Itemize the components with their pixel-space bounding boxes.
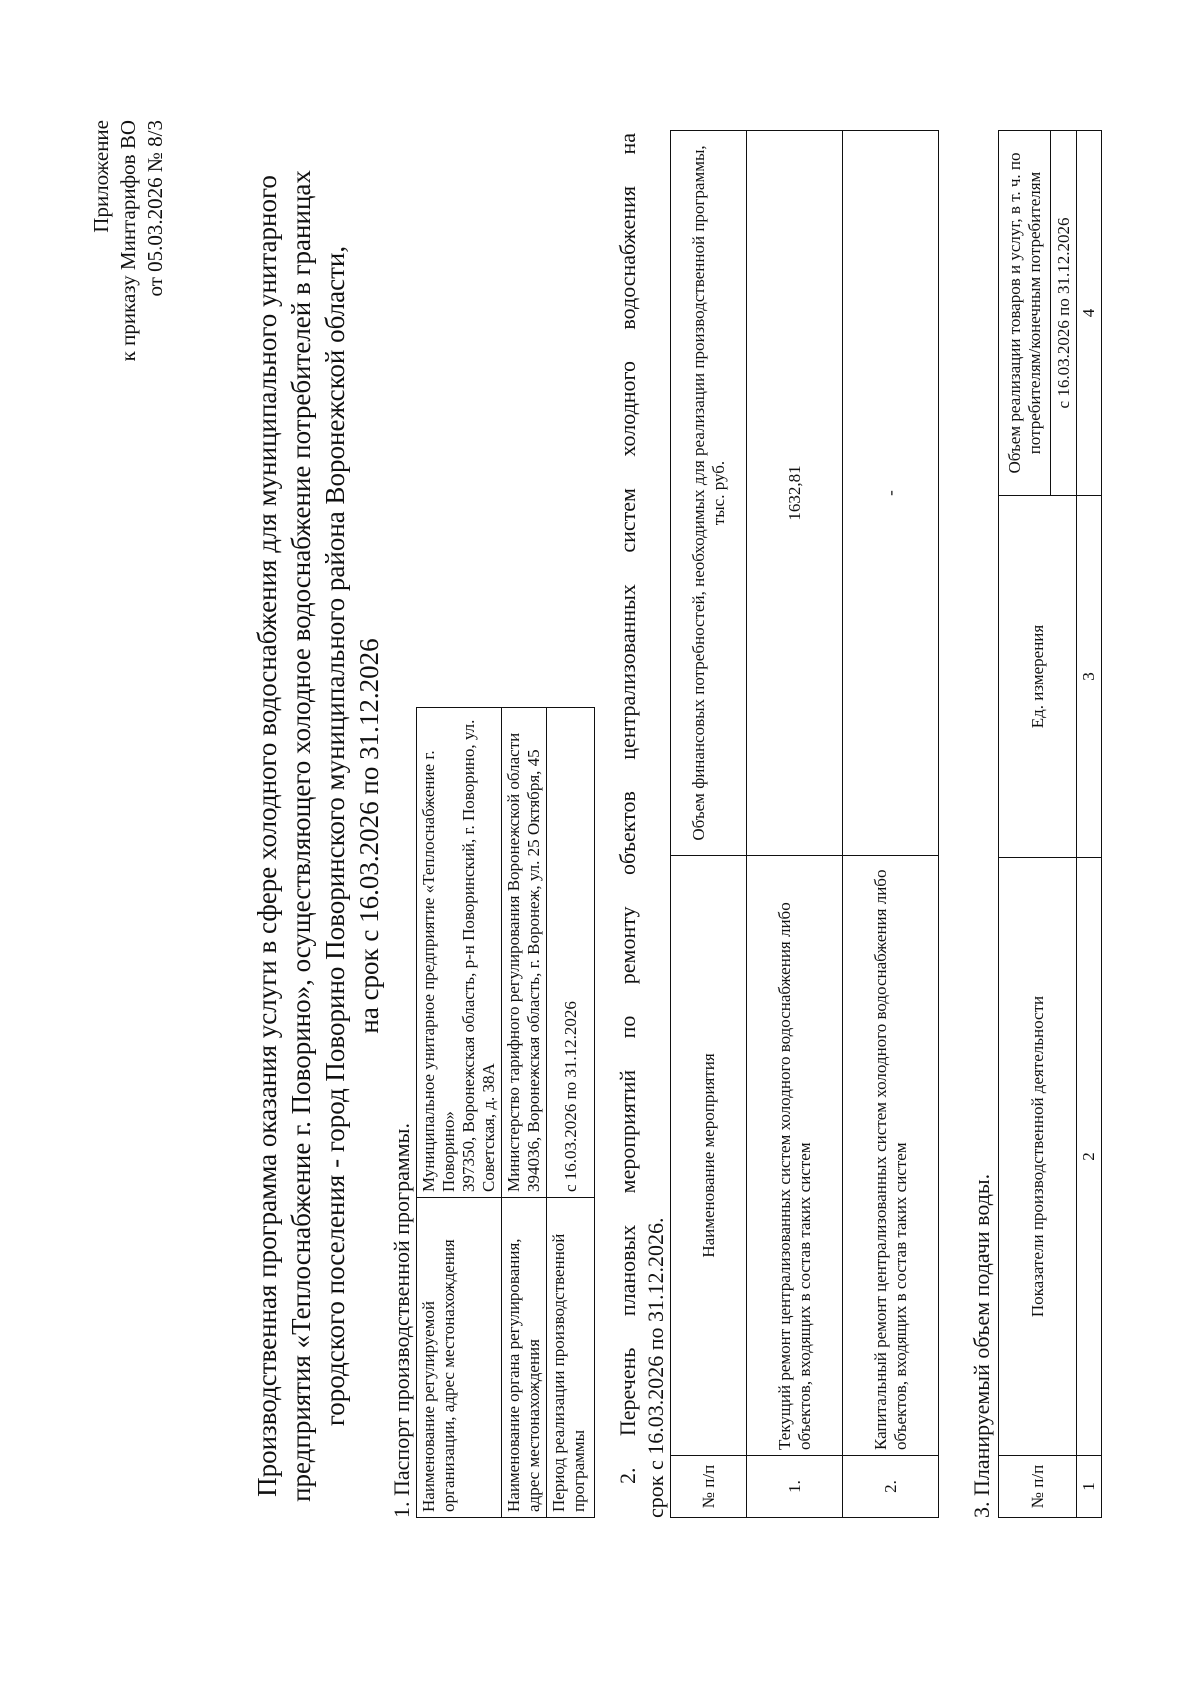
activity-name: Капитальный ремонт централизованных систем холодного водоснабжения либо объектов, входящих в состав таких систем	[843, 856, 939, 1456]
section2-heading	[614, 133, 670, 1518]
title-line-4: на срок с 16.03.2026 по 31.12.2026	[354, 638, 384, 1034]
title-line-3: городского поселения - город Поворино Поворинского муниципального района Воронежской области,	[320, 245, 350, 1427]
table-row	[747, 131, 843, 1518]
financial-value: -	[843, 131, 939, 856]
activity-name: Текущий ремонт централизованных систем холодного водоснабжения либо объектов, входящих в состав таких систем	[747, 856, 843, 1456]
financial-value: 1632,81	[747, 131, 843, 856]
row-num: 1.	[747, 1456, 843, 1518]
passport-value-line: 397350, Воронежская область, р-н Поворинский, г. Поворино, ул. Советская, д. 38А	[459, 719, 498, 1192]
table-row	[547, 708, 595, 1518]
passport-value: с 16.03.2026 по 31.12.2026	[547, 708, 595, 1198]
header-period: с 16.03.2026 по 31.12.2026	[1051, 131, 1077, 496]
table-header-row	[671, 131, 747, 1518]
title-line-2: предприятия «Теплоснабжение г. Поворино», осуществляющего холодное водоснабжение потребителей в границах	[286, 170, 316, 1502]
passport-value-line: Муниципальное унитарное предприятие «Теплоснабжение г. Поворино»	[419, 750, 458, 1192]
appendix-line-1: Приложение	[89, 120, 113, 233]
section1-heading: 1. Паспорт производственной программы.	[389, 1123, 414, 1518]
passport-value-line: 394036, Воронежская область, г. Воронеж, ул. 25 Октября, 45	[524, 749, 543, 1192]
column-number: 2	[1077, 858, 1102, 1456]
header-indicators: Показатели производственной деятельности	[999, 858, 1077, 1456]
header-activity-name: Наименование мероприятия	[671, 856, 747, 1456]
header-num: № п/п	[999, 1456, 1077, 1518]
appendix-line-2: к приказу Минтарифов ВО	[116, 120, 140, 362]
header-unit: Ед. измерения	[999, 496, 1077, 858]
passport-table	[416, 707, 595, 1518]
header-num: № п/п	[671, 1456, 747, 1518]
passport-label: Период реализации производственной программы	[547, 1198, 595, 1518]
column-number: 4	[1077, 131, 1102, 496]
appendix-line-3: от 05.03.2026 № 8/3	[143, 120, 167, 297]
passport-value-line: Министерство тарифного регулирования Воронежской области	[504, 732, 523, 1192]
table-row	[417, 708, 502, 1518]
section3-heading: 3. Планируемый объем подачи воды.	[969, 1173, 994, 1518]
title-line-1: Производственная программа оказания услуги в сфере холодного водоснабжения для муниципального унитарного	[252, 175, 282, 1497]
table-header-row	[999, 131, 1051, 1518]
section2-heading-line-1: 2. Перечень плановых мероприятий по ремонту объектов централизованных систем холодного водоснабжения на	[615, 133, 640, 1484]
passport-label: Наименование регулируемой организации, адрес местонахождения	[417, 1198, 502, 1518]
table-row	[843, 131, 939, 1518]
document-title	[250, 136, 386, 1536]
passport-value	[417, 708, 502, 1198]
appendix-note	[88, 120, 169, 361]
table-numbering-row	[1077, 131, 1102, 1518]
column-number: 3	[1077, 496, 1102, 858]
section2-heading-line-2: срок с 16.03.2026 по 31.12.2026.	[643, 1217, 668, 1518]
passport-value	[502, 708, 547, 1198]
table-row	[502, 708, 547, 1518]
row-num: 2.	[843, 1456, 939, 1518]
column-number: 1	[1077, 1456, 1102, 1518]
water-supply-volume-table	[998, 130, 1102, 1518]
passport-label: Наименование органа регулирования, адрес местонахождения	[502, 1198, 547, 1518]
header-financial-volume: Объем финансовых потребностей, необходимых для реализации производственной программы, тыс. руб.	[671, 131, 747, 856]
repair-activities-table	[670, 130, 939, 1518]
header-sales-volume: Объем реализации товаров и услуг, в т. ч. по потребителям/конечным потребителям	[999, 131, 1051, 496]
